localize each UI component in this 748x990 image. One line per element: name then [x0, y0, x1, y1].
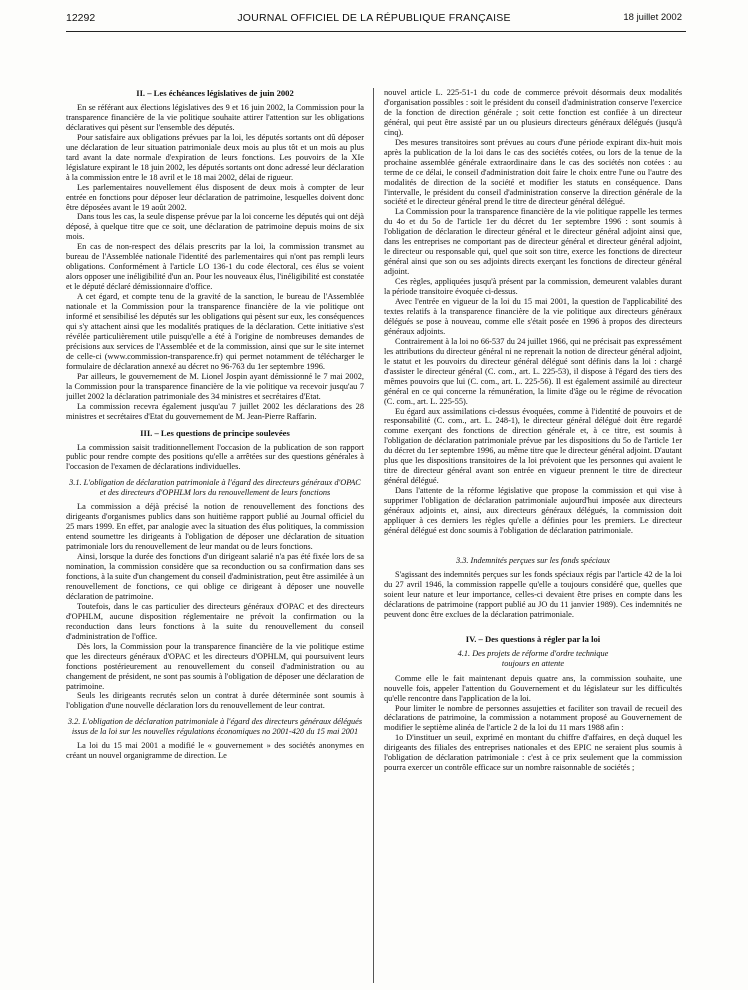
paragraph: Des mesures transitoires sont prévues au cours d'une période expirant dix-huit mois après la publication de la loi dans le cas des sociétés cotées, ou lors de la tenue de la prochaine assemblée générale extraordinaire dans le cas des sociétés non cotées : au terme de ce délai, le conseil d'administration doit faire le choix entre l'une ou l'autre des modalités de direction de la société et modifier les statuts en conséquence. Dans l'intervalle, le président du conseil d'administration conserve la direction générale de la société et le directeur général prend le titre de directeur général délégué. [384, 137, 682, 207]
subsection-title: 4.1. Des projets de réforme d'ordre technique [457, 648, 609, 658]
paragraph: Pour limiter le nombre de personnes assujetties et faciliter son travail de recueil des déclarations de patrimoine, la commission a notamment proposé au Gouvernement de modifier le septième alinéa de l'article 2 de la loi du 11 mars 1988 afin : [384, 703, 682, 733]
paragraph: Ainsi, lorsque la durée des fonctions d'un dirigeant salarié n'a pas été fixée lors de sa nomination, la commission considère que sa reconduction ou sa confirmation dans ses fonctions, à la suite d'un changement du conseil d'administration, peut être assimilée à un renouvellement de fonctions, ce qui oblige ce dirigeant à déposer une nouvelle déclaration de patrimoine. [66, 552, 364, 601]
column-divider [373, 88, 374, 983]
paragraph: La loi du 15 mai 2001 a modifié le « gouvernement » des sociétés anonymes en créant un nouvel organigramme de direction. Le [66, 741, 364, 761]
section-title: III. – Les questions de principe soulevées [140, 427, 290, 438]
paragraph: Dès lors, la Commission pour la transparence financière de la vie politique estime que les directeurs généraux d'OPAC et les directeurs d'OPHLM, qui poursuivent leurs fonctions postérieurement au renouvellement du conseil d'administration ou au changement de président, ne sont pas soumis à l'obligation de déposer une déclaration de patrimoine. [66, 641, 364, 691]
paragraph: Dans tous les cas, la seule dispense prévue par la loi concerne les députés qui ont déjà déposé, à quelque titre que ce soit, une déclaration de patrimoine depuis moins de six mois. [66, 212, 364, 242]
section-title: IV. – Des questions à régler par la loi [465, 633, 601, 644]
paragraph: Les parlementaires nouvellement élus disposent de deux mois à compter de leur entrée en fonctions pour déposer leur déclaration de patrimoine, lesquelles doivent donc être déposées avant le 19 août 2002. [66, 182, 364, 212]
header-rule [66, 31, 686, 32]
publication-date: 18 juillet 2002 [623, 12, 682, 23]
paragraph: Avec l'entrée en vigueur de la loi du 15 mai 2001, la question de l'applicabilité des textes relatifs à la transparence financière de la vie politique aux directeurs généraux délégués se pose à nouveau, comme elle s'était posée en 1996 à propos des directeurs généraux adjoints. [384, 297, 682, 336]
paragraph: Par ailleurs, le gouvernement de M. Lionel Jospin ayant démissionné le 7 mai 2002, la Commission pour la transparence financière de la vie politique va recevoir jusqu'au 7 juillet 2002 la déclaration patrimoniale des 34 ministres et secrétaires d'Etat. [66, 371, 364, 401]
page-header [0, 12, 748, 28]
paragraph: S'agissant des indemnités perçues sur les fonds spéciaux régis par l'article 42 de la loi du 27 avril 1946, la commission rappelle qu'elle a toujours considéré que, quelles que soient leur nature et leur importance, celles-ci devaient être prises en compte dans les déclarations de patrimoine (rapport publié au JO du 11 janvier 1989). Ces indemnités ne peuvent donc être exclues de la déclaration patrimoniale. [384, 569, 682, 619]
subsection-subtitle: toujours en attente [501, 658, 565, 668]
paragraph: Seuls les dirigeants recrutés selon un contrat à durée déterminée sont soumis à l'obligation d'une nouvelle déclaration lors du renouvellement de leur contrat. [66, 691, 364, 711]
left-column [66, 88, 364, 986]
paragraph: La Commission pour la transparence financière de la vie politique rappelle les termes du 4o et du 5o de l'article 1er du décret du 1er septembre 1996 : sont soumis à l'obligation de déclaration le directeur général et le directeur général adjoint ainsi que, dans les entreprises ne comportant pas de directeur général et directeur général adjoint, le directeur ou responsable qui, quel que soit son titre, exerce les fonctions de directeur général ainsi que son ou ses adjoints directs exerçant les fonctions de directeur général adjoint. [384, 207, 682, 277]
paragraph: A cet égard, et compte tenu de la gravité de la sanction, le bureau de l'Assemblée nationale et la Commission pour la transparence financière de la vie politique ont informé et sensibilisé les députés sur les obligations qui pèsent sur eux, les conséquences qui s'y attachent ainsi que les modalités pratiques de la déclaration. Cette initiative s'est révélée particulièrement utile puisqu'elle a été à l'origine de nombreuses demandes de précisions aux services de l'Assemblée et de la commission, ainsi que sur le site internet de celle-ci (www.commission-transparence.fr) qui permet notamment de télécharger le formulaire de déclaration annexé au décret no 96-763 du 1er septembre 1996. [66, 292, 364, 371]
paragraph: 1o D'instituer un seuil, exprimé en montant du chiffre d'affaires, en deçà duquel les dirigeants des filiales des entreprises nationales et des EPIC ne seraient plus soumis à l'obligation de déclaration patrimoniale : c'est à ce prix seulement que la commission pourra exercer un contrôle efficace sur un nombre raisonnable de sociétés ; [384, 733, 682, 773]
paragraph: Contrairement à la loi no 66-537 du 24 juillet 1966, qui ne précisait pas expressément les attributions du directeur général ni ne reprenait la notion de directeur général adjoint, le statut et les pouvoirs du directeur général délégué sont définis dans la loi : chargé d'assister le directeur général (C. com., art. L. 225-53), il dispose à l'égard des tiers des mêmes pouvoirs que lui (C. com., art. L. 225-56). Il est également assimilé au directeur général en ce qui concerne la rémunération, la limite d'âge ou le régime de révocation (C. com., art. L. 225-55). [384, 336, 682, 406]
paragraph: La commission a déjà précisé la notion de renouvellement des fonctions des dirigeants d'organismes publics dans son huitième rapport publié au Journal officiel du 25 mars 1999. En effet, par analogie avec la situation des élus politiques, la commission entend soumettre les dirigeants à l'obligation de déposer une déclaration de situation patrimoniale lors du renouvellement de leur mandat ou de leurs fonctions. [66, 502, 364, 552]
page-number: 12292 [66, 12, 96, 24]
paragraph: En se référant aux élections législatives des 9 et 16 juin 2002, la Commission pour la transparence financière de la vie politique souhaite attirer l'attention sur les obligations déclaratives qui pèsent sur l'ensemble des députés. [66, 103, 364, 132]
right-column [384, 88, 682, 986]
subsection-title: 3.3. Indemnités perçues sur les fonds spéciaux [456, 555, 610, 565]
paragraph: La commission saisit traditionnellement l'occasion de la publication de son rapport public pour rendre compte des positions qu'elle a arrêtées sur des questions générales à l'occasion de l'examen de déclarations individuelles. [66, 442, 364, 472]
subsection-title: 3.1. L'obligation de déclaration patrimoniale à l'égard des directeurs généraux d'OPAC et des directeurs d'OPHLM lors du renouvellement de leurs fonctions [69, 478, 361, 498]
paragraph: nouvel article L. 225-51-1 du code de commerce prévoit désormais deux modalités d'organisation possibles : soit le président du conseil d'administration conserve l'exercice de la fonction de direction générale ; soit cette fonction est confiée à un directeur général, qui peut être assisté par un ou plusieurs directeurs généraux délégués (jusqu'à cinq). [384, 88, 682, 137]
journal-title: JOURNAL OFFICIEL DE LA RÉPUBLIQUE FRANÇAISE [237, 12, 511, 24]
paragraph: Dans l'attente de la réforme législative que propose la commission et qui vise à supprimer l'obligation de déclaration patrimoniale aujourd'hui imposée aux directeurs généraux adjoints et, ainsi, aux directeurs généraux délégués, la commission doit appliquer à ces derniers les règles qu'elle a définies pour les premiers. Le directeur général délégué est donc soumis à l'obligation de déclaration patrimoniale. [384, 486, 682, 535]
paragraph: Eu égard aux assimilations ci-dessus évoquées, comme à l'identité de pouvoirs et de responsabilité (C. com., art. L. 248-1), le directeur général délégué doit être regardé comme exerçant des fonctions de direction générale et, à ce titre, est soumis à l'obligation de déclaration patrimoniale prévue par les dispositions du 5o de l'article 1er du décret du 1er septembre 1996, au même titre que le directeur général adjoint. D'autant plus que les dispositions transitoires de la loi prévoient que les personnes qui avaient le titre de directeur général avant son entrée en vigueur prennent le titre de directeur général délégué. [384, 406, 682, 486]
paragraph: En cas de non-respect des délais prescrits par la loi, la commission transmet au bureau de l'Assemblée nationale l'identité des parlementaires qui n'ont pas rempli leurs obligations. Conformément à l'article LO 136-1 du code électoral, ces élus se voient alors opposer une inéligibilité d'un an. Pour les nouveaux élus, l'inéligibilité est constatée et le député déclaré démissionnaire d'office. [66, 242, 364, 292]
paragraph: Toutefois, dans le cas particulier des directeurs généraux d'OPAC et des directeurs d'OPHLM, aucune disposition réglementaire ne prévoit la confirmation ou la reconduction dans leurs fonctions à la suite du renouvellement du conseil d'administration de l'office. [66, 601, 364, 641]
subsection-title: 3.2. L'obligation de déclaration patrimoniale à l'égard des directeurs généraux délégués issus de la loi sur les nouvelles régulations économiques no 2001-420 du 15 mai 2001 [67, 717, 363, 737]
section-title: II. – Les échéances législatives de juin 2002 [136, 88, 294, 98]
paragraph: Comme elle le fait maintenant depuis quatre ans, la commission souhaite, une nouvelle fois, appeler l'attention du Gouvernement et du législateur sur les difficultés qu'elle rencontre dans l'application de la loi. [384, 673, 682, 703]
paragraph: La commission recevra également jusqu'au 7 juillet 2002 les déclarations des 28 ministres et secrétaires d'Etat du gouvernement de M. Jean-Pierre Raffarin. [66, 401, 364, 421]
paragraph: Pour satisfaire aux obligations prévues par la loi, les députés sortants ont dû déposer une déclaration de leur situation patrimoniale deux mois au plus tôt et un mois au plus tard avant la date normale d'expiration de leurs fonctions. Les pouvoirs de la XIe législature expirant le 18 juin 2002, les députés sortants ont donc adressé leur déclaration à la commission entre le 18 avril et le 18 mai 2002, délai de rigueur. [66, 132, 364, 182]
paragraph: Ces règles, appliquées jusqu'à présent par la commission, demeurent valables durant la période transitoire évoquée ci-dessus. [384, 277, 682, 297]
